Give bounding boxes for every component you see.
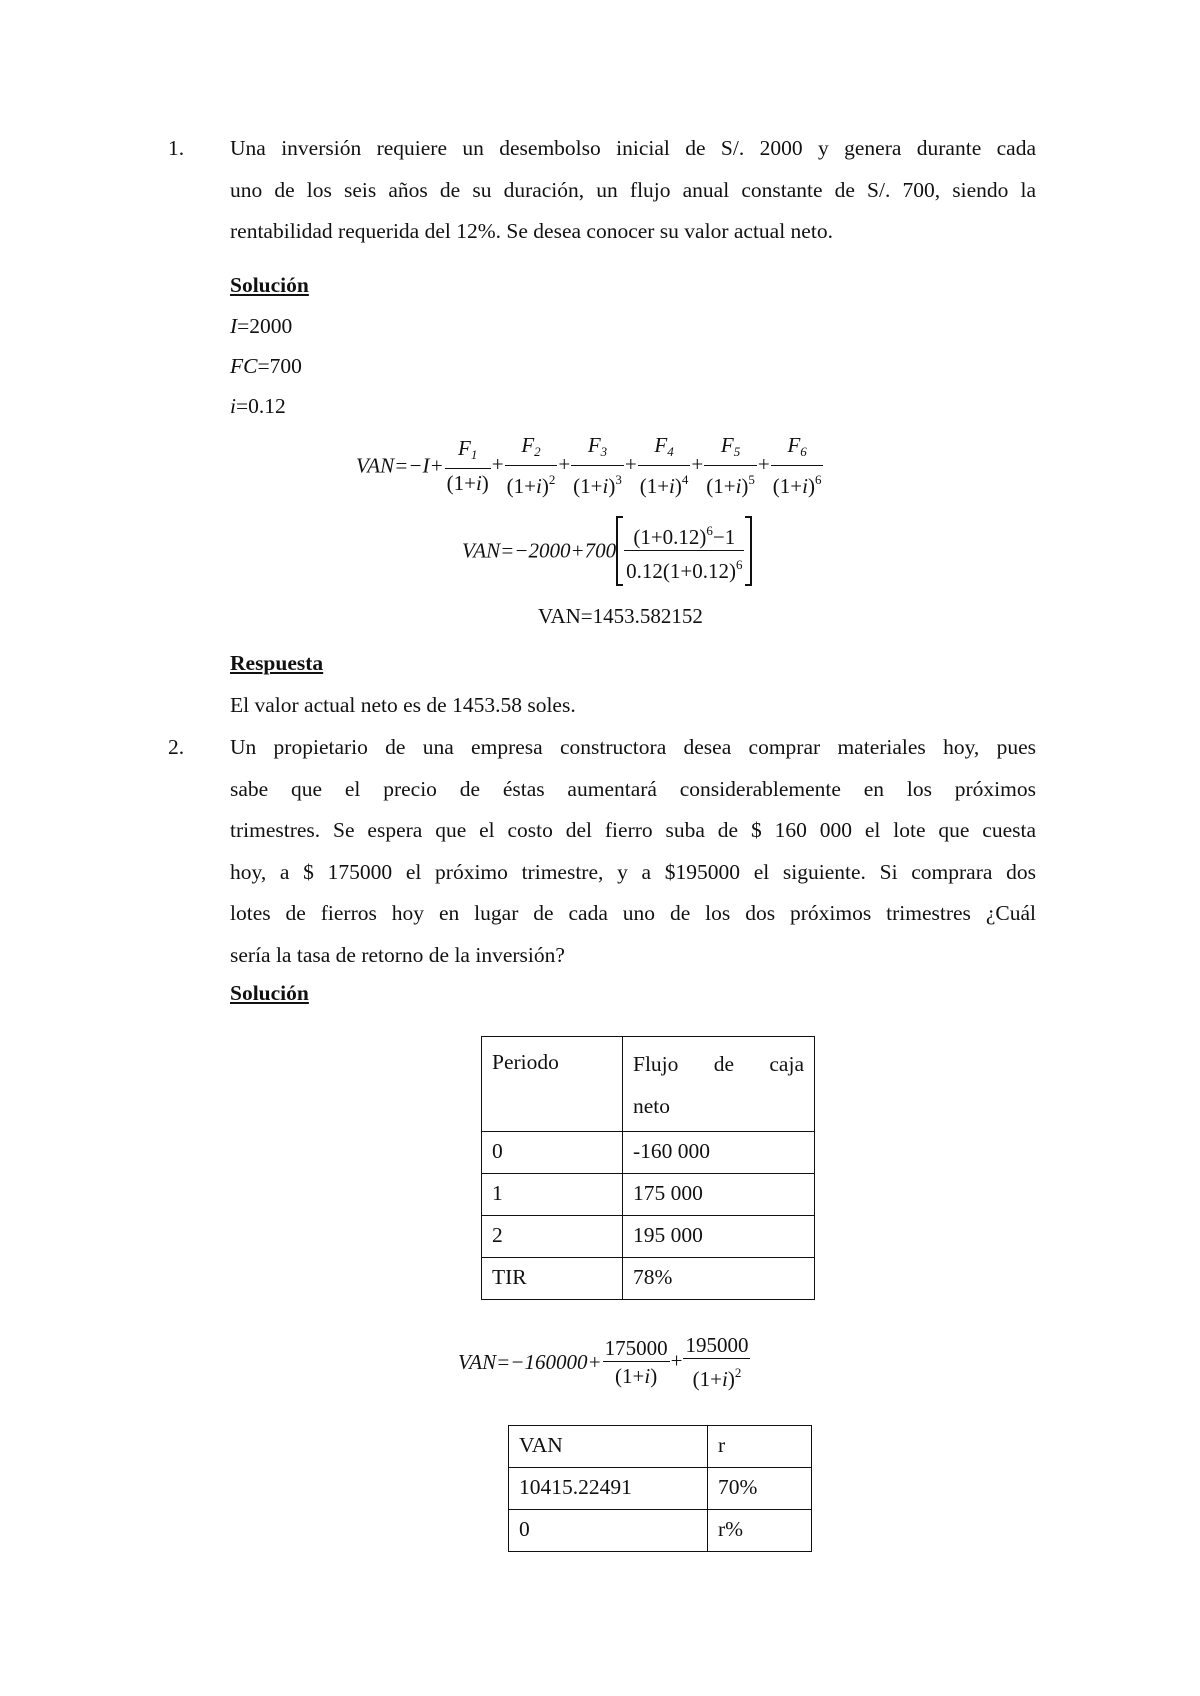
table-cell: 175 000 xyxy=(623,1174,815,1216)
table-cell: TIR xyxy=(482,1258,623,1300)
table-row xyxy=(482,1037,815,1132)
problem-1-statement xyxy=(168,128,1036,253)
table-cell: 78% xyxy=(623,1258,815,1300)
table-cell: -160 000 xyxy=(623,1132,815,1174)
problem-2-solution-heading: Solución xyxy=(230,981,309,1005)
problem-2-statement xyxy=(168,727,1036,976)
problem-2-line: hoy, a $ 175000 el próximo trimestre, y a $195000 el siguiente. Si comprara dos xyxy=(230,859,1036,884)
left-bracket xyxy=(616,516,623,586)
table-row xyxy=(482,1132,815,1174)
van-result: VAN=1453.582152 xyxy=(538,604,703,628)
problem-1-line: rentabilidad requerida del 12%. Se desea conocer su valor actual neto. xyxy=(230,219,833,243)
table-cell: 10415.22491 xyxy=(509,1468,708,1510)
problem-2-line: sería la tasa de retorno de la inversión? xyxy=(230,942,565,967)
table-cell: 0 xyxy=(509,1510,708,1552)
table-cell: 70% xyxy=(708,1468,812,1510)
table-row xyxy=(482,1258,815,1300)
cash-flow-table xyxy=(481,1036,815,1300)
problem-1-line: Una inversión requiere un desembolso inicial de S/. 2000 y genera durante cada xyxy=(230,136,1036,160)
problem-2-line: trimestres. Se espera que el costo del fierro suba de $ 160 000 el lote que cuesta xyxy=(230,818,1036,842)
table-header-cell: VAN xyxy=(509,1426,708,1468)
table-header-cell: Flujo de caja neto xyxy=(623,1037,815,1132)
eq-p2-lhs: VAN=−160000+ xyxy=(458,1350,602,1374)
eq2-lhs: VAN=−2000+700 xyxy=(462,538,617,563)
table-row xyxy=(482,1174,815,1216)
given-FC: FC=700 xyxy=(230,354,302,378)
van-formula-annuity: VAN=−2000+700 $\frac{(1+0.12)^6-1}{0.12(1+0.12)^6}$ xyxy=(462,516,752,586)
given-i: i=0.12 xyxy=(230,394,286,418)
eq1-lhs: VAN=−I+ xyxy=(356,453,444,478)
van-formula-general: VAN=−I+ $\frac{F_1}{(1+i)}$ + $\frac{F_2}{(1+i)^2}$ + $\frac{F_3}{(1+i)^3}$ + $\frac{F_4}{(1+i)^4}$ + $\frac{F_5}{(1+i)^5}$ + $\frac{F_6}{(1+i)^6}$ xyxy=(356,433,822,498)
table-cell: 1 xyxy=(482,1174,623,1216)
problem-1-answer-heading: Respuesta xyxy=(230,651,324,675)
problem-1-answer: El valor actual neto es de 1453.58 soles. xyxy=(230,693,576,717)
table-cell: 195 000 xyxy=(623,1216,815,1258)
problem-1-line: uno de los seis años de su duración, un flujo anual constante de S/. 700, siendo la xyxy=(230,177,1036,202)
problem-2-line: Un propietario de una empresa constructora desea comprar materiales hoy, pues xyxy=(230,735,1036,759)
table-row xyxy=(509,1468,812,1510)
table-header-cell: r xyxy=(708,1426,812,1468)
table-row xyxy=(509,1510,812,1552)
table-header-cell: Periodo xyxy=(482,1037,623,1132)
table-row xyxy=(482,1216,815,1258)
problem-2-line: lotes de fierros hoy en lugar de cada uno de los dos próximos trimestres ¿Cuál xyxy=(230,901,1036,925)
van-rate-table xyxy=(508,1425,812,1552)
table-cell: r% xyxy=(708,1510,812,1552)
given-I: I=2000 xyxy=(230,314,293,338)
problem-2-number: 2. xyxy=(168,735,185,759)
table-cell: 2 xyxy=(482,1216,623,1258)
right-bracket xyxy=(745,516,752,586)
problem-2-line: sabe que el precio de éstas aumentará considerablemente en los próximos xyxy=(230,776,1036,801)
table-cell: 0 xyxy=(482,1132,623,1174)
problem-1-number: 1. xyxy=(168,136,185,160)
table-row xyxy=(509,1426,812,1468)
van-equation-problem-2: VAN=−160000+ $\frac{175000}{(1+i)}$ + $\frac{195000}{(1+i)^2}$ xyxy=(458,1333,749,1391)
problem-1-solution-heading: Solución xyxy=(230,273,309,297)
